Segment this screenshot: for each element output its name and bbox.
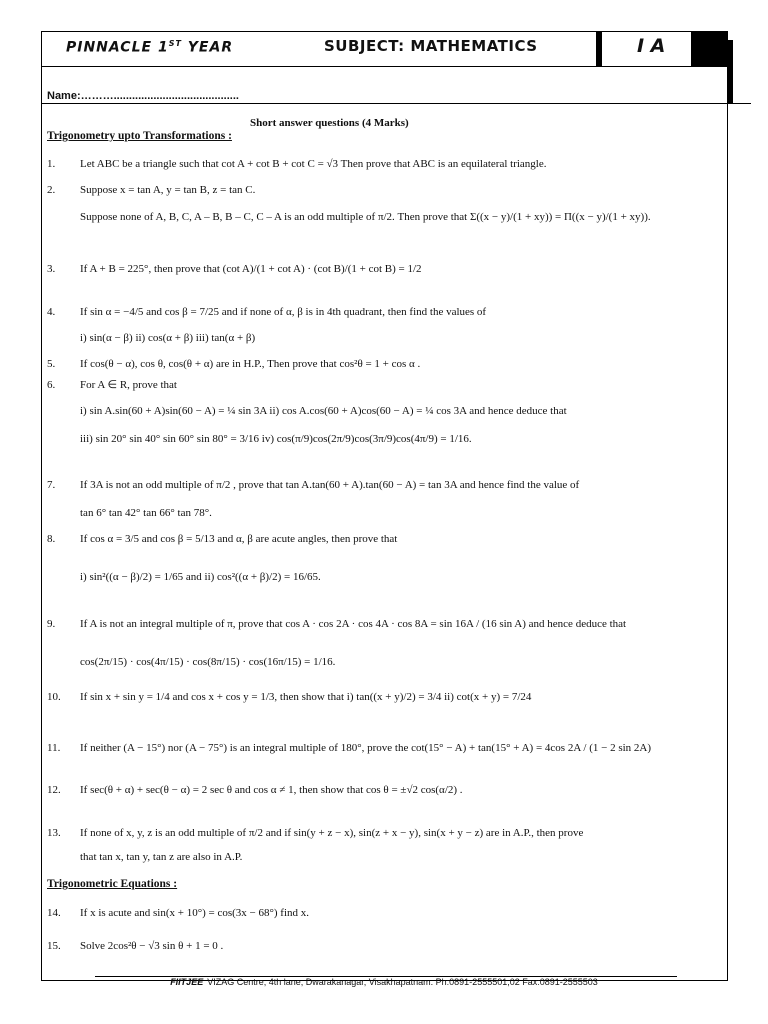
question-line: Let ABC be a triangle such that cot A + cot B + cot C = √3 Then prove that ABC is an equilateral triangle.: [80, 158, 547, 170]
name-field-label: Name:……….........................................: [47, 90, 239, 102]
question-line: i) sin A.sin(60 + A)sin(60 − A) = ¼ sin 3A ii) cos A.cos(60 + A)cos(60 − A) = ¼ cos 3A and hence deduce that: [80, 405, 567, 417]
subject-title: SUBJECT: MATHEMATICS: [324, 37, 538, 55]
question-number: 1.: [47, 158, 56, 170]
paper-code: I A: [637, 35, 666, 57]
question-line: Suppose x = tan A, y = tan B, z = tan C.: [80, 184, 256, 196]
question-line: If cos α = 3/5 and cos β = 5/13 and α, β are acute angles, then prove that: [80, 533, 398, 545]
question-line: Suppose none of A, B, C, A – B, B – C, C – A is an odd multiple of π/2. Then prove that Σ((x − y)/(1 + xy)) = Π((x − y)/(1 + xy)).: [80, 211, 651, 223]
question-number: 12.: [47, 784, 61, 796]
border-shadow: [728, 40, 733, 104]
batch-title: PINNACLE 1ST YEAR: [66, 39, 234, 56]
question-number: 3.: [47, 263, 56, 275]
question-line: Solve 2cos²θ − √3 sin θ + 1 = 0 .: [80, 940, 224, 952]
question-number: 11.: [47, 742, 61, 754]
question-number: 7.: [47, 479, 56, 491]
question-line: If neither (A − 15°) nor (A − 75°) is an integral multiple of 180°, prove the cot(15° − A) + tan(15° + A) = 4cos 2A / (1 − 2 sin 2A): [80, 742, 652, 754]
question-line: If A + B = 225°, then prove that (cot A)/(1 + cot A) · (cot B)/(1 + cot B) = 1/2: [80, 263, 422, 275]
question-line: tan 6° tan 42° tan 66° tan 78°.: [80, 507, 212, 519]
question-number: 2.: [47, 184, 56, 196]
question-line: iii) sin 20° sin 40° sin 60° sin 80° = 3/16 iv) cos(π/9)cos(2π/9)cos(3π/9)cos(4π/9) = 1/16.: [80, 433, 472, 445]
question-number: 15.: [47, 940, 61, 952]
footer-address: VIZAG Centre, 4th lane, Dwarakanagar, Visakhapatnam. Ph:0891-2555501,02 Fax:0891-2555503: [207, 977, 598, 987]
question-line: that tan x, tan y, tan z are also in A.P.: [80, 851, 243, 863]
question-line: If A is not an integral multiple of π, prove that cos A · cos 2A · cos 4A · cos 8A = sin 16A / (16 sin A) and hence deduce that: [80, 618, 627, 630]
question-line: If sin x + sin y = 1/4 and cos x + cos y = 1/3, then show that i) tan((x + y)/2) = 3/4 ii) cot(x + y) = 7/24: [80, 691, 532, 703]
footer-logo: FIITJEE: [170, 977, 204, 987]
question-number: 13.: [47, 827, 61, 839]
question-number: 4.: [47, 306, 56, 318]
section-trig-transformations: Trigonometry upto Transformations :: [47, 130, 232, 142]
question-line: If none of x, y, z is an odd multiple of π/2 and if sin(y + z − x), sin(z + x − y), sin(x + y − z) are in A.P., then prove: [80, 827, 584, 839]
question-number: 9.: [47, 618, 56, 630]
section-heading: Short answer questions (4 Marks): [250, 117, 409, 129]
footer: [0, 977, 768, 987]
code-box: [596, 31, 691, 67]
question-line: cos(2π/15) · cos(4π/15) · cos(8π/15) · cos(16π/15) = 1/16.: [80, 656, 336, 668]
question-number: 8.: [47, 533, 56, 545]
question-line: i) sin²((α − β)/2) = 1/65 and ii) cos²((α + β)/2) = 16/65.: [80, 571, 321, 583]
question-number: 6.: [47, 379, 56, 391]
question-line: If sec(θ + α) + sec(θ − α) = 2 sec θ and cos α ≠ 1, then show that cos θ = ±√2 cos(α/2) .: [80, 784, 463, 796]
page-header: [41, 31, 728, 67]
question-line: If 3A is not an odd multiple of π/2 , prove that tan A.tan(60 + A).tan(60 − A) = tan 3A and hence find the value of: [80, 479, 580, 491]
question-line: If sin α = −4/5 and cos β = 7/25 and if none of α, β is in 4th quadrant, then find the values of: [80, 306, 487, 318]
question-number: 5.: [47, 358, 56, 370]
question-number: 14.: [47, 907, 61, 919]
question-number: 10.: [47, 691, 61, 703]
question-line: For A ∈ R, prove that: [80, 379, 177, 391]
question-line: i) sin(α − β) ii) cos(α + β) iii) tan(α + β): [80, 332, 256, 344]
name-divider: [41, 103, 751, 104]
section-trig-equations: Trigonometric Equations :: [47, 878, 178, 890]
question-line: If x is acute and sin(x + 10°) = cos(3x − 68°) find x.: [80, 907, 310, 919]
header-black-block: [691, 31, 728, 67]
question-line: If cos(θ − α), cos θ, cos(θ + α) are in H.P., Then prove that cos²θ = 1 + cos α .: [80, 358, 421, 370]
